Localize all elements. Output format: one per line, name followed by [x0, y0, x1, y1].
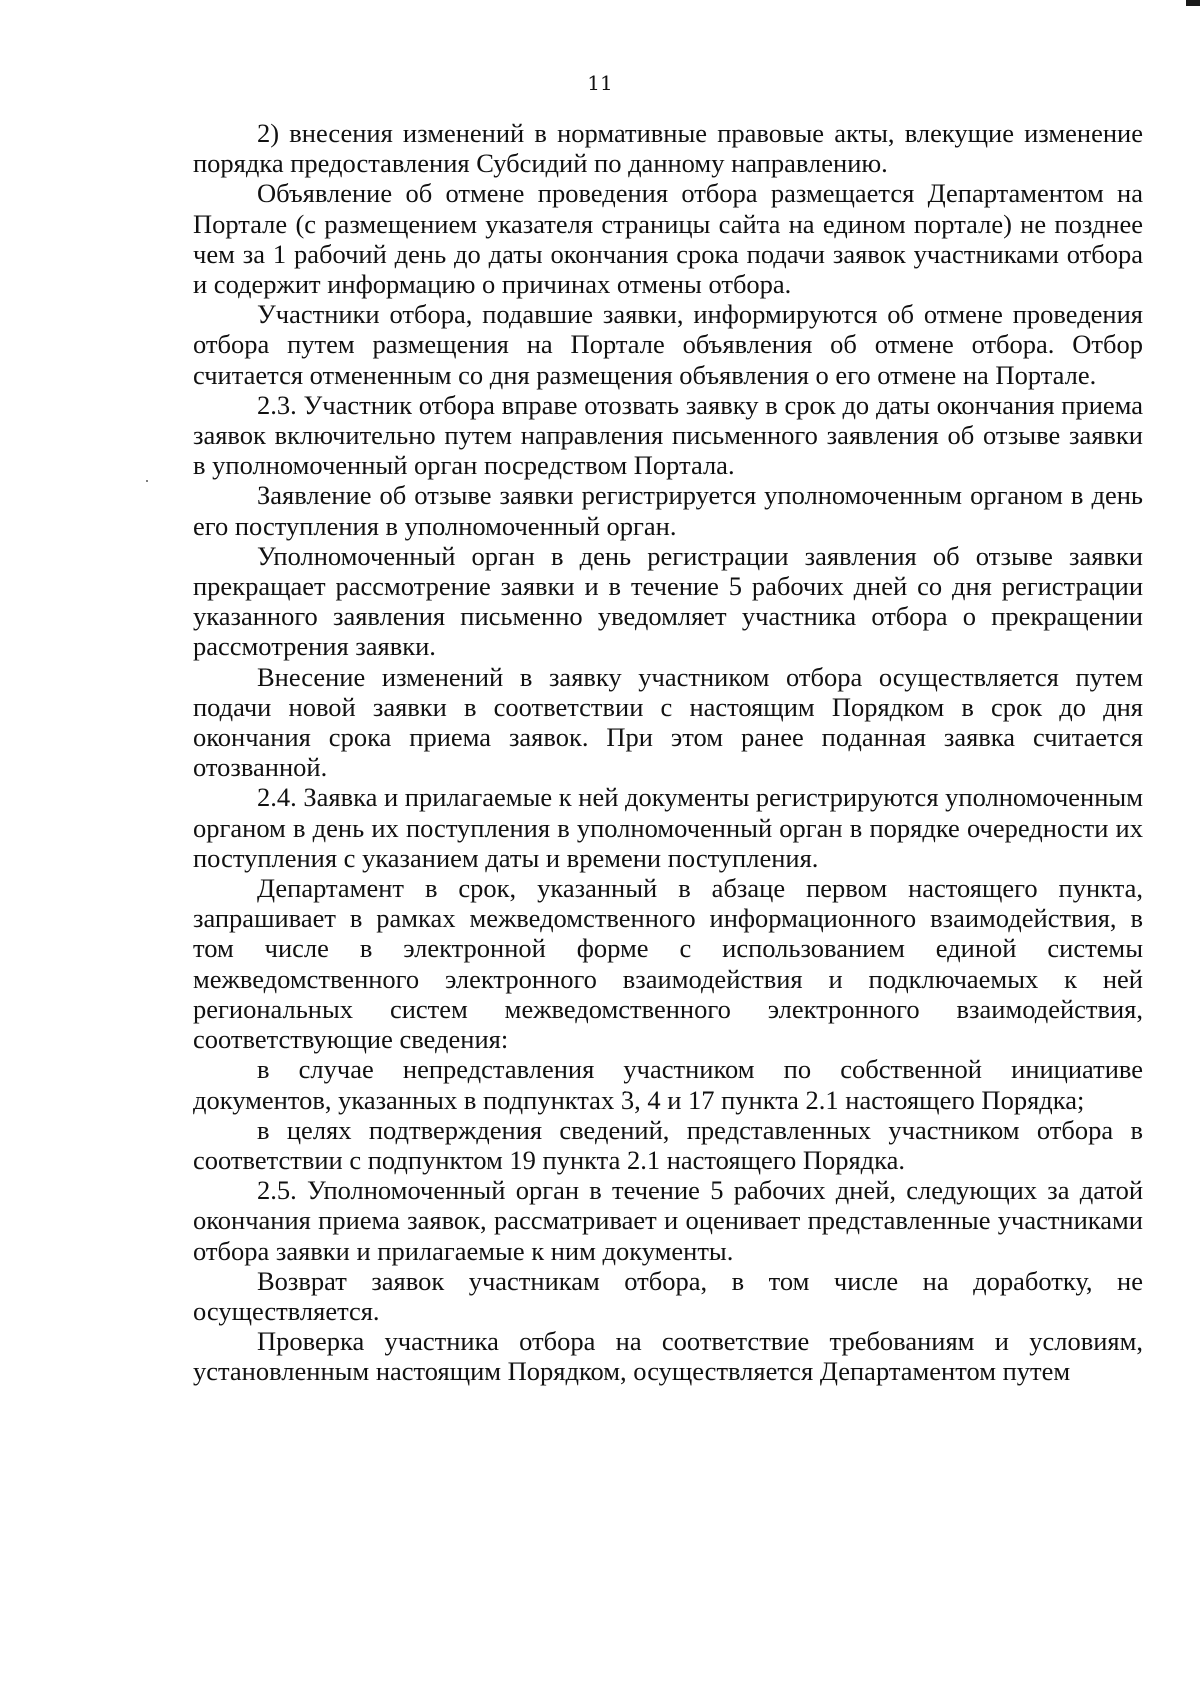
scan-speck — [146, 480, 148, 482]
paragraph: 2.5. Уполномоченный орган в течение 5 рабочих дней, следующих за датой окончания приема заявок, рассматривает и оценивает представленные участниками отбора заявки и прилагаемые к ним документы. — [193, 1175, 1143, 1266]
paragraph: в случае непредставления участником по собственной инициативе документов, указанных в подпунктах 3, 4 и 17 пункта 2.1 настоящего Порядка; — [193, 1054, 1143, 1115]
paragraph: Участники отбора, подавшие заявки, информируются об отмене проведения отбора путем размещения на Портале объявления об отмене отбора. Отбор считается отмененным со дня размещения объявления о его отмене на Портале. — [193, 299, 1143, 390]
paragraph: 2.3. Участник отбора вправе отозвать заявку в срок до даты окончания приема заявок включительно путем направления письменного заявления об отзыве заявки в уполномоченный орган посредством Портала. — [193, 389, 1143, 481]
paragraph: Заявление об отзыве заявки регистрируется уполномоченным органом в день его поступления в уполномоченный орган. — [193, 480, 1143, 541]
paragraph: Объявление об отмене проведения отбора размещается Департаментом на Портале (с размещением указателя страницы сайта на едином портале) не позднее чем за 1 рабочий день до даты окончания срока подачи заявок участниками отбора и содержит информацию о причинах отмены отбора. — [193, 178, 1143, 300]
paragraph: Уполномоченный орган в день регистрации заявления об отзыве заявки прекращает рассмотрение заявки и в течение 5 рабочих дней со дня регистрации указанного заявления письменно уведомляет участника отбора о прекращении рассмотрения заявки. — [193, 540, 1143, 662]
paragraph: 2.4. Заявка и прилагаемые к ней документы регистрируются уполномоченным органом в день их поступления в уполномоченный орган в порядке очередности их поступления с указанием даты и времени поступления. — [193, 782, 1143, 873]
scan-edge-mark — [1186, 0, 1200, 6]
paragraph: Департамент в срок, указанный в абзаце первом настоящего пункта, запрашивает в рамках межведомственного информационного взаимодействия, в том числе в электронной форме с использованием единой системы межведомственного электронного взаимодействия и подключаемых к ней региональных систем межведомственного электронного взаимодействия, соответствующие сведения: — [193, 873, 1143, 1055]
document-body — [193, 118, 1143, 1387]
paragraph: Внесение изменений в заявку участником отбора осуществляется путем подачи новой заявки в соответствии с настоящим Порядком в срок до дня окончания срока приема заявок. При этом ранее поданная заявка считается отозванной. — [193, 661, 1143, 783]
paragraph: Проверка участника отбора на соответствие требованиям и условиям, установленным настоящим Порядком, осуществляется Департаментом путем — [193, 1326, 1143, 1387]
paragraph: 2) внесения изменений в нормативные правовые акты, влекущие изменение порядка предоставления Субсидий по данному направлению. — [193, 118, 1143, 179]
paragraph: в целях подтверждения сведений, представленных участником отбора в соответствии с подпунктом 19 пункта 2.1 настоящего Порядка. — [193, 1114, 1143, 1175]
paragraph: Возврат заявок участникам отбора, в том числе на доработку, не осуществляется. — [193, 1265, 1143, 1326]
page-number: 11 — [587, 71, 613, 95]
